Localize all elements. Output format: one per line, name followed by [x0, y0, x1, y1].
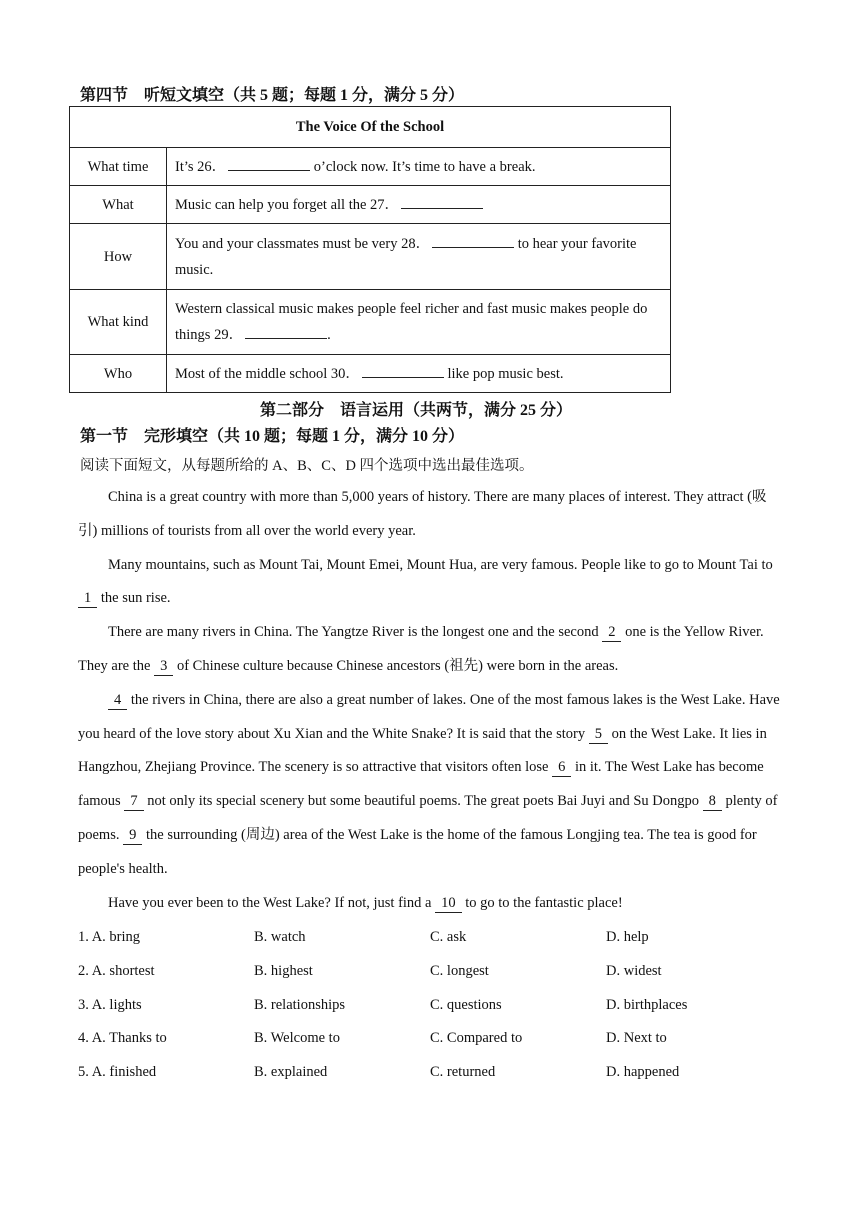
row-content: You and your classmates must be very 28． to hear your favorite music. — [167, 224, 671, 290]
blank-10[interactable]: 10 — [435, 894, 462, 913]
paragraph: Many mountains, such as Mount Tai, Mount Emei, Mount Hua, are very famous. People like to go to Mount Tai to 1 the sun rise. — [78, 549, 784, 617]
row-label: How — [70, 224, 167, 290]
option-d[interactable]: D. birthplaces — [606, 996, 688, 1013]
row-content: It’s 26． o’clock now. It’s time to have a break. — [167, 148, 671, 186]
option-b[interactable]: B. explained — [254, 1064, 328, 1081]
option-c[interactable]: C. longest — [430, 962, 489, 979]
blank-8[interactable]: 8 — [703, 792, 722, 811]
option-d[interactable]: D. help — [606, 929, 649, 945]
option-d[interactable]: D. happened — [606, 1064, 680, 1081]
blank-5[interactable]: 5 — [589, 725, 608, 744]
option-d[interactable]: D. Next to — [606, 1030, 667, 1047]
section4-title: 第四节 听短文填空（共 5 题；每题 1 分，满分 5 分） — [80, 87, 465, 104]
table-title: The Voice Of the School — [70, 107, 671, 148]
blank-6[interactable]: 6 — [552, 758, 571, 777]
option-a[interactable]: 4. A. Thanks to — [78, 1030, 167, 1047]
paragraph: 4 the rivers in China, there are also a great number of lakes. One of the most famous lakes is the West Lake. Have you heard of the love story about Xu Xian and the White Snake? It is said that the story 5 on the West Lake. It lies in Hangzhou, Zhejiang Province. The scenery is so attractive that visitors often lose 6 in it. The West Lake has become famous 7 not only its special scenery but some beautiful poems. The great poets Bai Juyi and Su Dongpo 8 plenty of poems. 9 the surrounding (周边) area of the West Lake is the home of the famous Longjing tea. The tea is good for people's health. — [78, 691, 780, 877]
option-a[interactable]: 1. A. bring — [78, 929, 141, 945]
answer-blank[interactable] — [401, 194, 483, 209]
row-content: Western classical music makes people feel richer and fast music makes people do things 29． . — [167, 290, 671, 355]
answer-blank[interactable] — [228, 156, 310, 171]
option-a[interactable]: 5. A. finished — [78, 1064, 157, 1081]
row-label: Who — [70, 355, 167, 393]
option-b[interactable]: B. relationships — [254, 996, 346, 1013]
option-b[interactable]: B. watch — [254, 929, 306, 945]
option-c[interactable]: C. Compared to — [430, 1030, 523, 1047]
option-row — [78, 1056, 784, 1090]
option-a[interactable]: 3. A. lights — [78, 996, 142, 1013]
instruction: 阅读下面短文，从每题所给的 A、B、C、D 四个选项中选出最佳选项。 — [80, 458, 534, 474]
row-label: What time — [70, 148, 167, 186]
blank-9[interactable]: 9 — [123, 826, 142, 845]
answer-blank[interactable] — [362, 363, 444, 378]
blank-1[interactable]: 1 — [78, 589, 97, 608]
paragraph: There are many rivers in China. The Yangtze River is the longest one and the second 2 one is the Yellow River. They are the 3 of Chinese culture because Chinese ancestors (祖先) were born in the areas. — [78, 624, 764, 674]
option-b[interactable]: B. highest — [254, 962, 313, 979]
option-c[interactable]: C. returned — [430, 1064, 496, 1081]
option-c[interactable]: C. questions — [430, 996, 502, 1013]
option-b[interactable]: B. Welcome to — [254, 1030, 340, 1047]
row-content: Most of the middle school 30． like pop music best. — [167, 355, 671, 393]
row-label: What — [70, 186, 167, 224]
voice-of-school-table — [69, 106, 671, 393]
answer-blank[interactable] — [245, 324, 327, 339]
blank-2[interactable]: 2 — [602, 623, 621, 642]
section1-title: 第一节 完形填空（共 10 题；每题 1 分，满分 10 分） — [80, 428, 465, 445]
cloze-passage — [78, 481, 784, 920]
paragraph: China is a great country with more than 5,000 years of history. There are many places of interest. They attract (吸引) millions of tourists from all over the world every year. — [78, 489, 767, 539]
option-row — [78, 955, 784, 989]
option-d[interactable]: D. widest — [606, 962, 662, 979]
part2-title: 第二部分 语言运用（共两节，满分 25 分） — [260, 402, 573, 419]
option-row — [78, 1022, 784, 1056]
blank-7[interactable]: 7 — [124, 792, 143, 811]
row-content: Music can help you forget all the 27． — [167, 186, 671, 224]
blank-4[interactable]: 4 — [108, 691, 127, 710]
option-c[interactable]: C. ask — [430, 929, 467, 945]
option-row — [78, 989, 784, 1023]
row-label: What kind — [70, 290, 167, 355]
option-a[interactable]: 2. A. shortest — [78, 962, 155, 979]
answer-blank[interactable] — [432, 233, 514, 248]
option-row — [78, 921, 784, 955]
answer-options — [78, 921, 784, 1090]
blank-3[interactable]: 3 — [154, 657, 173, 676]
paragraph: Have you ever been to the West Lake? If not, just find a 10 to go to the fantastic place! — [108, 894, 623, 911]
